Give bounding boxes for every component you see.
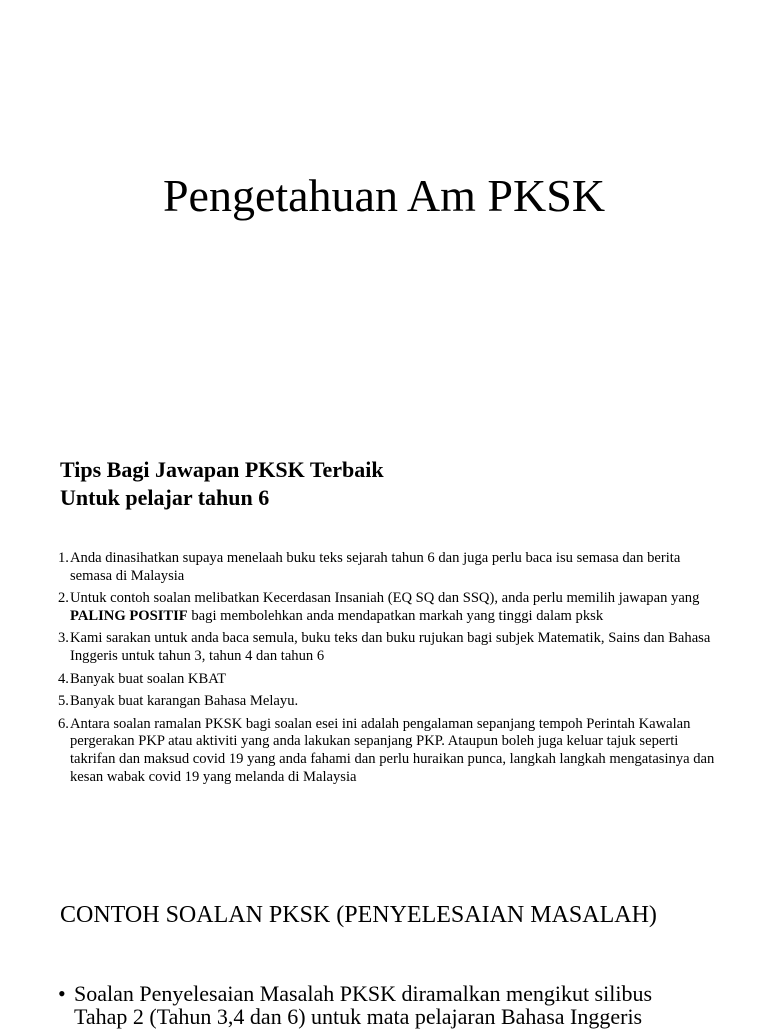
tip-number: 2. xyxy=(58,590,69,607)
tip-text xyxy=(70,590,699,624)
tip-item xyxy=(58,693,718,711)
tip-item xyxy=(58,630,718,665)
bullet-item xyxy=(58,982,708,1028)
tip-number: 6. xyxy=(58,715,69,732)
bullet-list xyxy=(58,982,708,1028)
tip-item xyxy=(58,671,718,689)
tip-text-part: bagi membolehkan anda mendapatkan markah yang tinggi dalam pksk xyxy=(187,607,604,624)
tip-text: Banyak buat karangan Bahasa Melayu. xyxy=(70,693,299,710)
slide-tips xyxy=(0,432,768,870)
bullet-text: Soalan Penyelesaian Masalah PKSK diramalkan mengikut silibus Tahap 2 (Tahun 3,4 dan 6) untuk mata pelajaran Bahasa Inggeris xyxy=(74,981,653,1029)
tips-heading-line-2: Untuk pelajar tahun 6 xyxy=(60,485,270,510)
tip-item xyxy=(58,550,718,585)
tip-item xyxy=(58,590,718,625)
section-title: CONTOH SOALAN PKSK (PENYELESAIAN MASALAH) xyxy=(60,902,657,928)
bullet-icon: • xyxy=(58,981,66,1006)
tip-text: Banyak buat soalan KBAT xyxy=(70,670,227,687)
tip-text: Anda dinasihatkan supaya menelaah buku teks sejarah tahun 6 dan juga perlu baca isu semasa dan berita semasa di Malaysia xyxy=(70,550,681,584)
tips-heading-line-1: Tips Bagi Jawapan PKSK Terbaik xyxy=(60,457,384,482)
tip-number: 5. xyxy=(58,693,69,710)
tip-text: Kami sarakan untuk anda baca semula, buku teks dan buku rujukan bagi subjek Matematik, Sains dan Bahasa Inggeris untuk tahun 3, tahun 4 dan tahun 6 xyxy=(70,630,711,664)
presentation-title: Pengetahuan Am PKSK xyxy=(162,170,606,221)
tip-number: 4. xyxy=(58,670,69,687)
tip-number: 3. xyxy=(58,630,69,647)
tips-heading xyxy=(60,456,384,512)
slide-contoh-soalan xyxy=(0,870,768,1029)
tip-text: Antara soalan ramalan PKSK bagi soalan esei ini adalah pengalaman sepanjang tempoh Perintah Kawalan pergerakan PKP atau aktiviti yang anda lakukan sepanjang PKP. Ataupun boleh juga keluar tajuk seperti takrifan dan maksud covid 19 yang anda fahami dan perlu huraikan punca, langkah langkah mengatasinya dan kesan wabak covid 19 yang melanda di Malaysia xyxy=(70,715,715,785)
slide-title xyxy=(0,0,768,432)
tip-number: 1. xyxy=(58,550,69,566)
tips-list xyxy=(58,550,718,791)
tip-text-part: Untuk contoh soalan melibatkan Kecerdasan Insaniah (EQ SQ dan SSQ), anda perlu memilih jawapan yang xyxy=(70,590,700,607)
tip-item xyxy=(58,716,718,786)
tip-text-emphasis: PALING POSITIF xyxy=(70,607,188,624)
